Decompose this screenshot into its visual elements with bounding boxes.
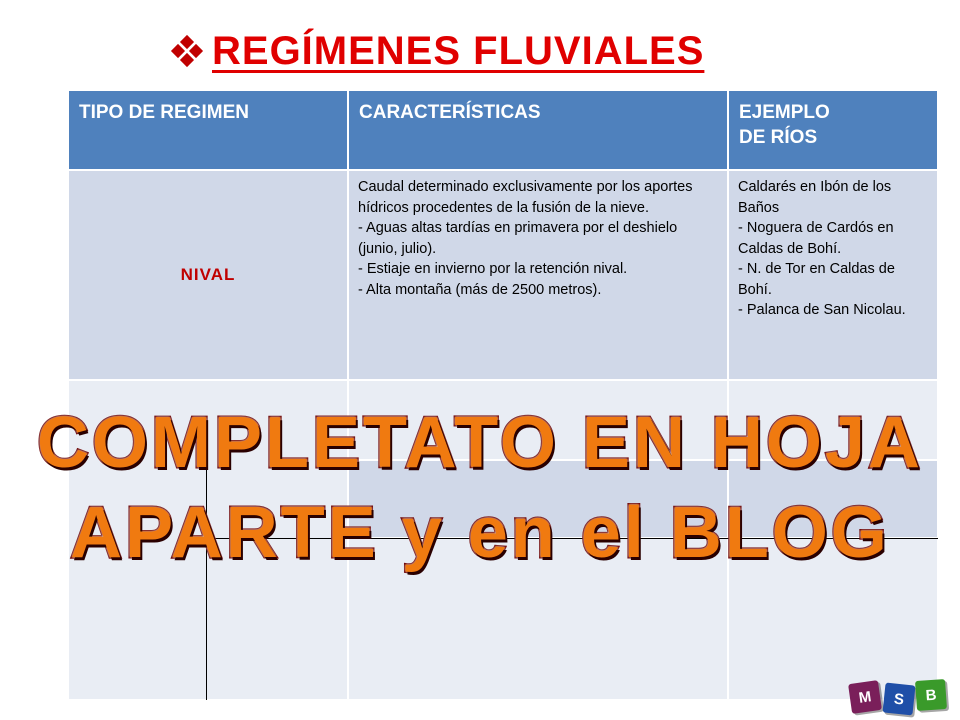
ejemplo-line: Caldarés en Ibón de los Baños [738,179,892,216]
cell-caracteristicas-nival [348,170,728,380]
caracteristica-line: - Estiaje en invierno por la retención nival. [358,261,628,278]
slide-title [172,26,704,76]
diamond-bullet-icon [172,36,202,66]
overlay-line-1: COMPLETATO EN HOJA [36,403,924,483]
header-ejemplos: EJEMPLO DE RÍOS [728,90,938,170]
ejemplo-line: - Noguera de Cardós en Caldas de Bohí. [738,220,894,257]
tipo-label: NIVAL [180,265,236,284]
logo-block-b: B [915,679,947,711]
msb-logo [846,672,950,716]
caracteristica-line: Caudal determinado exclusivamente por los aportes hídricos procedentes de la fusión de la nieve. [358,179,693,216]
ejemplo-line: - N. de Tor en Caldas de Bohí. [738,261,895,298]
header-caracteristicas: CARACTERÍSTICAS [348,90,728,170]
cell-ejemplos-nival [728,170,938,380]
logo-block-m: M [848,680,882,714]
ejemplo-line: - Palanca de San Nicolau. [738,302,906,319]
logo-block-s: S [883,683,916,716]
regimes-table [68,90,938,700]
title-text: REGÍMENES FLUVIALES [212,28,705,73]
header-tipo: TIPO DE REGIMEN [68,90,348,170]
caracteristica-line: - Alta montaña (más de 2500 metros). [358,281,602,298]
cell-tipo-nival [68,170,348,380]
caracteristica-line: - Aguas altas tardías en primavera por el deshielo (junio, julio). [358,220,678,257]
overlay-line-2: APARTE y en el BLOG [70,493,890,573]
